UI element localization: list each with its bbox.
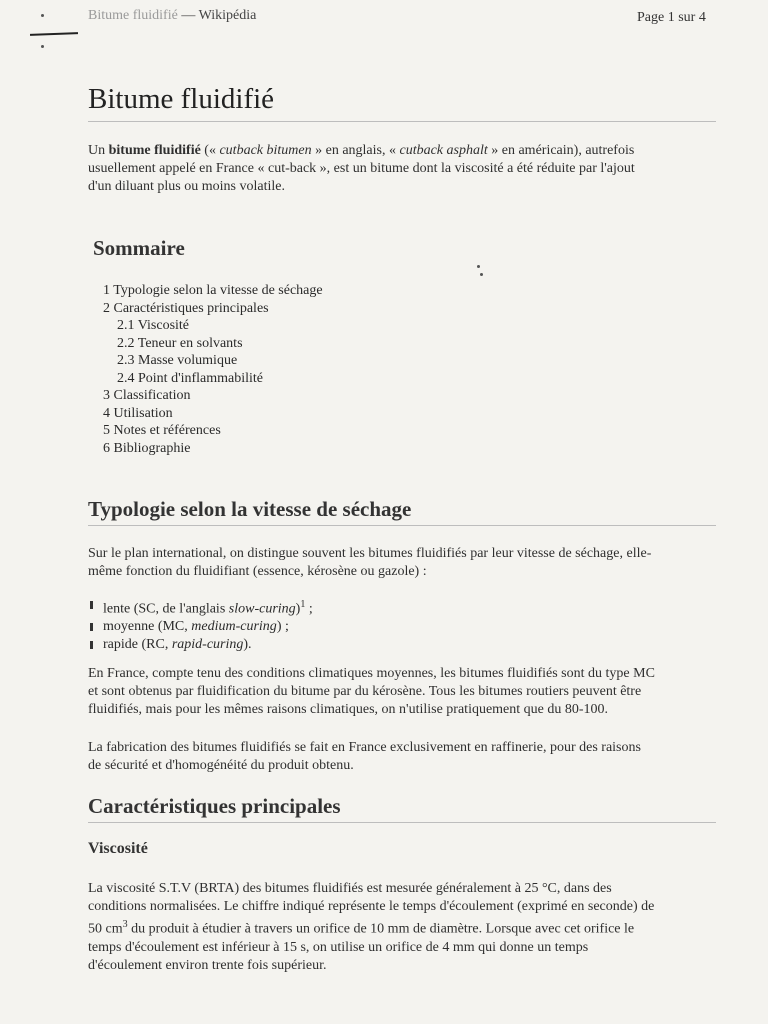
list-text: moyenne (MC, [103,619,192,635]
viscosite-paragraph [88,880,718,975]
paragraph-line: temps d'écoulement est inférieur à 15 s, on utilise un orifice de 4 mm qui donne un temps [88,939,589,955]
intro-italic-term: cutback asphalt [399,143,488,158]
list-text: rapide (RC, [103,636,172,652]
toc-link-notes[interactable]: 5 Notes et références [103,423,221,438]
article-title: Bitume fluidifié [88,83,275,115]
paragraph-text: 50 cm [88,921,123,937]
paragraph-line: conditions normalisées. Le chiffre indiqué représente le temps d'écoulement (exprimé en seconde) de [88,899,655,914]
section-heading-caracteristiques: Caractéristiques principales [88,794,341,818]
paragraph-line: Sur le plan international, on distingue souvent les bitumes fluidifiés par leur vitesse de séchage, elle- [88,546,652,561]
intro-text: » en anglais, « [311,143,400,158]
page-title-faint: Bitume fluidifié [88,8,178,23]
section-divider [88,822,716,823]
scan-mark [30,32,78,36]
browser-page-title [88,8,256,24]
section-heading-typologie: Typologie selon la vitesse de séchage [88,497,412,521]
table-of-contents [103,282,323,457]
toc-link-classification[interactable]: 3 Classification [103,388,191,403]
intro-bold-term: bitume fluidifié [108,143,201,158]
toc-link-typologie[interactable]: 1 Typologie selon la vitesse de séchage [103,283,323,298]
list-text: ) ; [276,619,289,635]
toc-link-bibliographie[interactable]: 6 Bibliographie [103,440,191,456]
list-italic: medium-curing [191,619,277,635]
intro-italic-term: cutback bitumen [219,143,312,158]
toc-heading: Sommaire [93,236,185,260]
list-text: ). [243,636,252,652]
typologie-paragraph-3 [88,739,718,775]
list-item [88,618,313,636]
page-number: Page 1 sur 4 [637,10,706,25]
scan-dot [41,14,44,17]
paragraph-line: de sécurité et d'homogénéité du produit obtenu. [88,758,354,773]
paragraph-text: du produit à étudier à travers un orifice de 10 mm de diamètre. Lorsque avec cet orifice le [127,921,635,937]
toc-link-utilisation[interactable]: 4 Utilisation [103,405,173,421]
footnote-ref-link[interactable]: 1 [300,599,306,610]
paragraph-line: En France, compte tenu des conditions climatiques moyennes, les bitumes fluidifiés sont du type MC [88,666,655,681]
subsection-heading-viscosite: Viscosité [88,840,148,857]
title-divider [88,121,716,122]
superscript: 3 [122,919,128,930]
toc-link-masse[interactable]: 2.3 Masse volumique [117,353,238,368]
intro-text: Un [88,143,109,158]
paragraph-line: La viscosité S.T.V (BRTA) des bitumes fluidifiés est mesurée généralement à 25 °C, dans des [88,881,612,896]
section-divider [88,525,716,526]
paragraph-line: et sont obtenus par fluidification du bitume par du kérosène. Tous les bitumes routiers peuvent être [88,684,642,699]
list-italic: slow-curing [228,601,296,617]
toc-link-caracteristiques[interactable]: 2 Caractéristiques principales [103,300,269,316]
list-text: ) [295,601,301,617]
toc-link-inflammabilite[interactable]: 2.4 Point d'inflammabilité [117,370,264,386]
intro-line-3: d'un diluant plus ou moins volatile. [88,179,285,194]
paragraph-line: même fonction du fluidifiant (essence, kérosène ou gazole) : [88,564,427,579]
list-item [88,596,313,618]
typologie-paragraph-2 [88,665,718,719]
typologie-paragraph-1 [88,545,718,581]
scan-dot [480,273,483,276]
paragraph-line: fluidifiés, mais pour les mêmes raisons climatiques, on n'utilise pratiquement que du 80-100. [88,702,609,717]
toc-link-viscosite[interactable]: 2.1 Viscosité [117,318,190,333]
page-title-rest: — Wikipédia [177,8,257,23]
intro-paragraph [88,142,718,196]
scan-dot [41,45,44,48]
paragraph-line [88,916,718,939]
intro-line-2: usuellement appelé en France « cut-back », est un bitume dont la viscosité a été réduite par l'ajout [88,161,635,176]
list-text: lente (SC, de l'anglais [103,601,229,617]
list-italic: rapid-curing [171,636,244,652]
paragraph-line: La fabrication des bitumes fluidifiés se fait en France exclusivement en raffinerie, pour des raisons [88,740,641,755]
paragraph-line: d'écoulement environ trente fois supérieur. [88,957,327,973]
intro-line-1 [88,142,718,160]
list-text: ; [305,601,313,617]
scan-dot [477,265,480,268]
toc-link-teneur[interactable]: 2.2 Teneur en solvants [117,335,243,351]
list-item [88,636,313,654]
intro-text: » en américain), autrefois [487,143,635,158]
drying-speed-list [88,596,313,653]
intro-text: (« [200,143,220,158]
